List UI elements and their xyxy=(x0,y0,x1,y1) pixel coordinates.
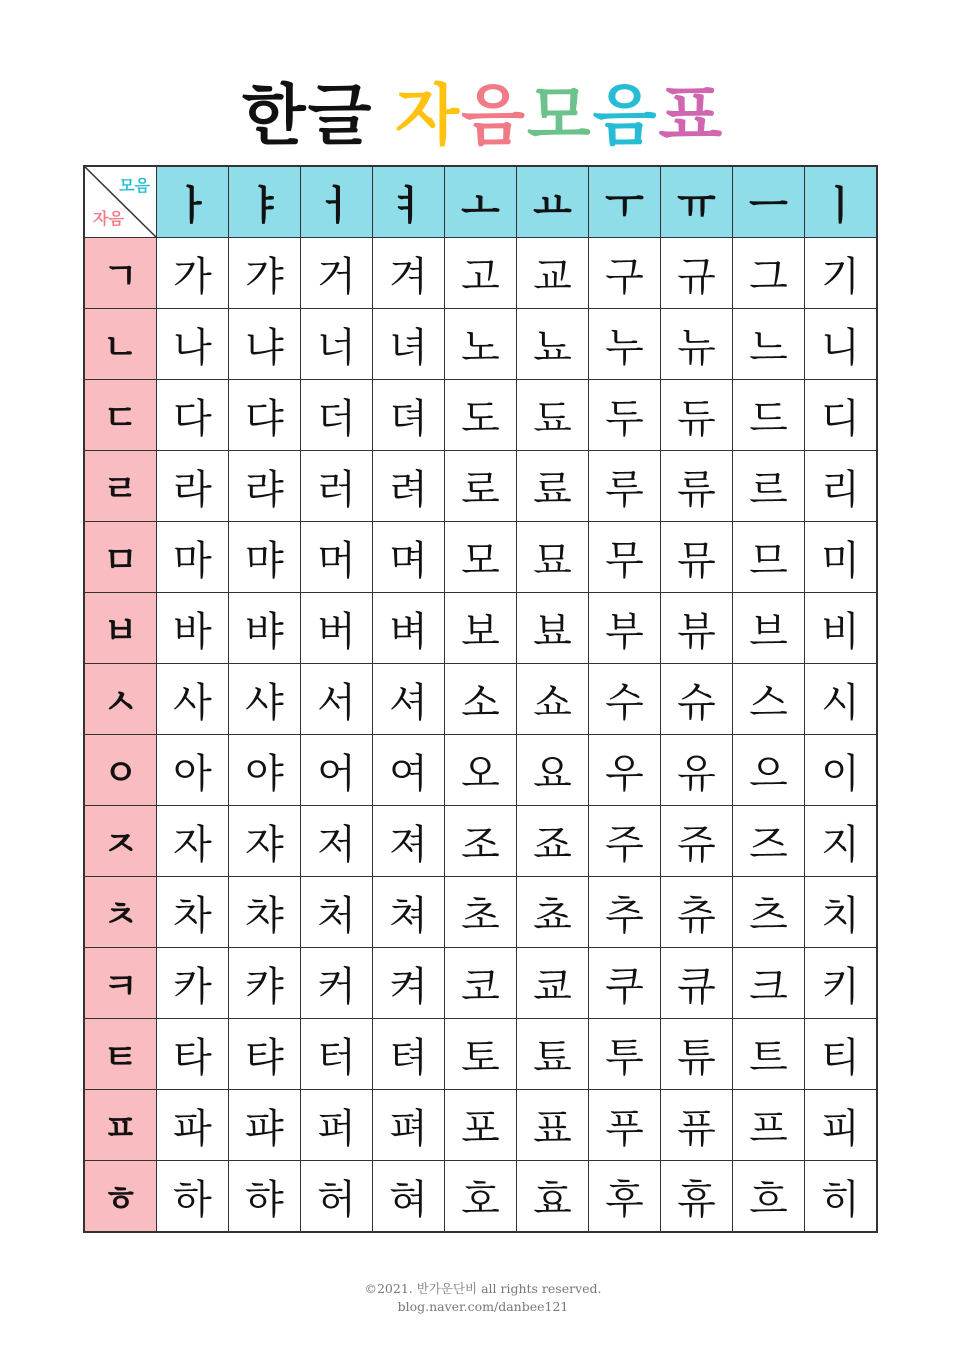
syllable-cell: 쳐 xyxy=(373,877,445,948)
syllable-cell: 미 xyxy=(805,522,878,593)
syllable-cell: 묘 xyxy=(517,522,589,593)
syllable-cell: 누 xyxy=(589,309,661,380)
syllable-cell: 트 xyxy=(733,1019,805,1090)
consonant-header: ㅍ xyxy=(84,1090,157,1161)
syllable-cell: 다 xyxy=(157,380,229,451)
consonant-header: ㅊ xyxy=(84,877,157,948)
table-row xyxy=(84,1090,877,1161)
syllable-cell: 부 xyxy=(589,593,661,664)
syllable-cell: 료 xyxy=(517,451,589,522)
vowel-header: ㅛ xyxy=(517,166,589,238)
syllable-cell: 캬 xyxy=(229,948,301,1019)
syllable-cell: 후 xyxy=(589,1161,661,1233)
syllable-cell: 며 xyxy=(373,522,445,593)
syllable-cell: 쇼 xyxy=(517,664,589,735)
corner-cell xyxy=(84,166,157,238)
syllable-cell: 코 xyxy=(445,948,517,1019)
table-row xyxy=(84,664,877,735)
syllable-cell: 스 xyxy=(733,664,805,735)
consonant-header: ㄷ xyxy=(84,380,157,451)
syllable-cell: 주 xyxy=(589,806,661,877)
table-row xyxy=(84,522,877,593)
syllable-cell: 퍄 xyxy=(229,1090,301,1161)
syllable-cell: 리 xyxy=(805,451,878,522)
syllable-cell: 탸 xyxy=(229,1019,301,1090)
syllable-cell: 뷰 xyxy=(661,593,733,664)
syllable-cell: 거 xyxy=(301,238,373,309)
syllable-cell: 너 xyxy=(301,309,373,380)
syllable-cell: 랴 xyxy=(229,451,301,522)
table-row xyxy=(84,309,877,380)
syllable-cell: 츄 xyxy=(661,877,733,948)
syllable-cell: 차 xyxy=(157,877,229,948)
syllable-cell: 표 xyxy=(517,1090,589,1161)
syllable-cell: 르 xyxy=(733,451,805,522)
syllable-cell: 듀 xyxy=(661,380,733,451)
syllable-cell: 슈 xyxy=(661,664,733,735)
syllable-cell: 드 xyxy=(733,380,805,451)
syllable-cell: 뵤 xyxy=(517,593,589,664)
syllable-cell: 죠 xyxy=(517,806,589,877)
syllable-cell: 나 xyxy=(157,309,229,380)
syllable-cell: 쿠 xyxy=(589,948,661,1019)
copyright-text: ©2021. 반가운단비 all rights reserved. xyxy=(364,1281,602,1296)
syllable-cell: 프 xyxy=(733,1090,805,1161)
vowel-header: ㅜ xyxy=(589,166,661,238)
consonant-header: ㅋ xyxy=(84,948,157,1019)
syllable-cell: 즈 xyxy=(733,806,805,877)
vowel-header: ㅕ xyxy=(373,166,445,238)
syllable-cell: 큐 xyxy=(661,948,733,1019)
syllable-cell: 여 xyxy=(373,735,445,806)
vowel-header: ㅣ xyxy=(805,166,878,238)
syllable-cell: 뱌 xyxy=(229,593,301,664)
syllable-cell: 우 xyxy=(589,735,661,806)
syllable-cell: 마 xyxy=(157,522,229,593)
title-part: 자 xyxy=(395,77,462,154)
consonant-header: ㅎ xyxy=(84,1161,157,1233)
syllable-cell: 펴 xyxy=(373,1090,445,1161)
table-row xyxy=(84,593,877,664)
vowel-header: ㅠ xyxy=(661,166,733,238)
consonant-header: ㅌ xyxy=(84,1019,157,1090)
syllable-cell: 타 xyxy=(157,1019,229,1090)
syllable-cell: 파 xyxy=(157,1090,229,1161)
blog-url: blog.naver.com/danbee121 xyxy=(397,1299,569,1314)
syllable-cell: 시 xyxy=(805,664,878,735)
syllable-cell: 호 xyxy=(445,1161,517,1233)
syllable-cell: 어 xyxy=(301,735,373,806)
syllable-cell: 댜 xyxy=(229,380,301,451)
table-row xyxy=(84,877,877,948)
consonant-header: ㅁ xyxy=(84,522,157,593)
syllable-cell: 수 xyxy=(589,664,661,735)
syllable-cell: 뉴 xyxy=(661,309,733,380)
vowel-header-row xyxy=(84,166,877,238)
syllable-cell: 야 xyxy=(229,735,301,806)
hangul-chart-table xyxy=(83,165,878,1233)
syllable-cell: 툐 xyxy=(517,1019,589,1090)
table-row xyxy=(84,380,877,451)
syllable-cell: 처 xyxy=(301,877,373,948)
syllable-cell: 소 xyxy=(445,664,517,735)
syllable-cell: 치 xyxy=(805,877,878,948)
syllable-cell: 쵸 xyxy=(517,877,589,948)
syllable-cell: 효 xyxy=(517,1161,589,1233)
syllable-cell: 서 xyxy=(301,664,373,735)
syllable-cell: 켜 xyxy=(373,948,445,1019)
vowel-header: ㅏ xyxy=(157,166,229,238)
syllable-cell: 햐 xyxy=(229,1161,301,1233)
title-part: 음 xyxy=(461,77,527,154)
syllable-cell: 됴 xyxy=(517,380,589,451)
syllable-cell: 기 xyxy=(805,238,878,309)
syllable-cell: 노 xyxy=(445,309,517,380)
syllable-cell: 으 xyxy=(733,735,805,806)
syllable-cell: 휴 xyxy=(661,1161,733,1233)
syllable-cell: 뇨 xyxy=(517,309,589,380)
syllable-cell: 모 xyxy=(445,522,517,593)
vowel-header: ㅗ xyxy=(445,166,517,238)
syllable-cell: 요 xyxy=(517,735,589,806)
consonant-header: ㄱ xyxy=(84,238,157,309)
syllable-cell: 지 xyxy=(805,806,878,877)
footer xyxy=(0,1280,966,1316)
title-part: 표 xyxy=(658,77,725,154)
syllable-cell: 갸 xyxy=(229,238,301,309)
syllable-cell: 느 xyxy=(733,309,805,380)
vowel-header: ㅑ xyxy=(229,166,301,238)
syllable-cell: 퓨 xyxy=(661,1090,733,1161)
table-row xyxy=(84,451,877,522)
syllable-cell: 버 xyxy=(301,593,373,664)
syllable-cell: 도 xyxy=(445,380,517,451)
syllable-cell: 먀 xyxy=(229,522,301,593)
syllable-cell: 허 xyxy=(301,1161,373,1233)
syllable-cell: 키 xyxy=(805,948,878,1019)
syllable-cell: 머 xyxy=(301,522,373,593)
syllable-cell: 흐 xyxy=(733,1161,805,1233)
syllable-cell: 카 xyxy=(157,948,229,1019)
syllable-cell: 오 xyxy=(445,735,517,806)
syllable-cell: 퍼 xyxy=(301,1090,373,1161)
syllable-cell: 바 xyxy=(157,593,229,664)
syllable-cell: 고 xyxy=(445,238,517,309)
consonant-header: ㄹ xyxy=(84,451,157,522)
syllable-cell: 므 xyxy=(733,522,805,593)
syllable-cell: 로 xyxy=(445,451,517,522)
syllable-cell: 교 xyxy=(517,238,589,309)
syllable-cell: 샤 xyxy=(229,664,301,735)
table-row xyxy=(84,735,877,806)
syllable-cell: 토 xyxy=(445,1019,517,1090)
syllable-cell: 포 xyxy=(445,1090,517,1161)
syllable-cell: 류 xyxy=(661,451,733,522)
vowel-header: ㅡ xyxy=(733,166,805,238)
syllable-cell: 져 xyxy=(373,806,445,877)
table-row xyxy=(84,948,877,1019)
syllable-cell: 뎌 xyxy=(373,380,445,451)
syllable-cell: 피 xyxy=(805,1090,878,1161)
syllable-cell: 녀 xyxy=(373,309,445,380)
syllable-cell: 뮤 xyxy=(661,522,733,593)
syllable-cell: 브 xyxy=(733,593,805,664)
syllable-cell: 러 xyxy=(301,451,373,522)
syllable-cell: 구 xyxy=(589,238,661,309)
syllable-cell: 유 xyxy=(661,735,733,806)
syllable-cell: 저 xyxy=(301,806,373,877)
syllable-cell: 아 xyxy=(157,735,229,806)
syllable-cell: 라 xyxy=(157,451,229,522)
table-row xyxy=(84,1019,877,1090)
syllable-cell: 크 xyxy=(733,948,805,1019)
consonant-header: ㅅ xyxy=(84,664,157,735)
syllable-cell: 벼 xyxy=(373,593,445,664)
vowel-axis-label: 모음 xyxy=(119,176,150,195)
consonant-header: ㄴ xyxy=(84,309,157,380)
syllable-cell: 더 xyxy=(301,380,373,451)
table-row xyxy=(84,1161,877,1233)
title-part: 모 xyxy=(526,77,593,154)
syllable-cell: 이 xyxy=(805,735,878,806)
syllable-cell: 쿄 xyxy=(517,948,589,1019)
syllable-cell: 려 xyxy=(373,451,445,522)
syllable-cell: 보 xyxy=(445,593,517,664)
syllable-cell: 티 xyxy=(805,1019,878,1090)
syllable-cell: 무 xyxy=(589,522,661,593)
syllable-cell: 하 xyxy=(157,1161,229,1233)
syllable-cell: 챠 xyxy=(229,877,301,948)
syllable-cell: 규 xyxy=(661,238,733,309)
syllable-cell: 쥬 xyxy=(661,806,733,877)
syllable-cell: 히 xyxy=(805,1161,878,1233)
table-row xyxy=(84,238,877,309)
syllable-cell: 투 xyxy=(589,1019,661,1090)
syllable-cell: 푸 xyxy=(589,1090,661,1161)
syllable-cell: 초 xyxy=(445,877,517,948)
syllable-cell: 자 xyxy=(157,806,229,877)
syllable-cell: 두 xyxy=(589,380,661,451)
syllable-cell: 혀 xyxy=(373,1161,445,1233)
consonant-header: ㅈ xyxy=(84,806,157,877)
syllable-cell: 튜 xyxy=(661,1019,733,1090)
syllable-cell: 냐 xyxy=(229,309,301,380)
title-part: 음 xyxy=(592,77,659,154)
syllable-cell: 그 xyxy=(733,238,805,309)
consonant-header: ㅇ xyxy=(84,735,157,806)
syllable-cell: 츠 xyxy=(733,877,805,948)
syllable-cell: 사 xyxy=(157,664,229,735)
title-part: 한글 xyxy=(241,77,374,154)
syllable-cell: 쟈 xyxy=(229,806,301,877)
syllable-cell: 커 xyxy=(301,948,373,1019)
syllable-cell: 비 xyxy=(805,593,878,664)
syllable-cell: 니 xyxy=(805,309,878,380)
table-row xyxy=(84,806,877,877)
syllable-cell: 겨 xyxy=(373,238,445,309)
syllable-cell: 루 xyxy=(589,451,661,522)
syllable-cell: 텨 xyxy=(373,1019,445,1090)
syllable-cell: 디 xyxy=(805,380,878,451)
consonant-axis-label: 자음 xyxy=(93,209,124,228)
syllable-cell: 터 xyxy=(301,1019,373,1090)
syllable-cell: 가 xyxy=(157,238,229,309)
vowel-header: ㅓ xyxy=(301,166,373,238)
syllable-cell: 셔 xyxy=(373,664,445,735)
page-title xyxy=(0,62,966,157)
syllable-cell: 추 xyxy=(589,877,661,948)
consonant-header: ㅂ xyxy=(84,593,157,664)
syllable-cell: 조 xyxy=(445,806,517,877)
